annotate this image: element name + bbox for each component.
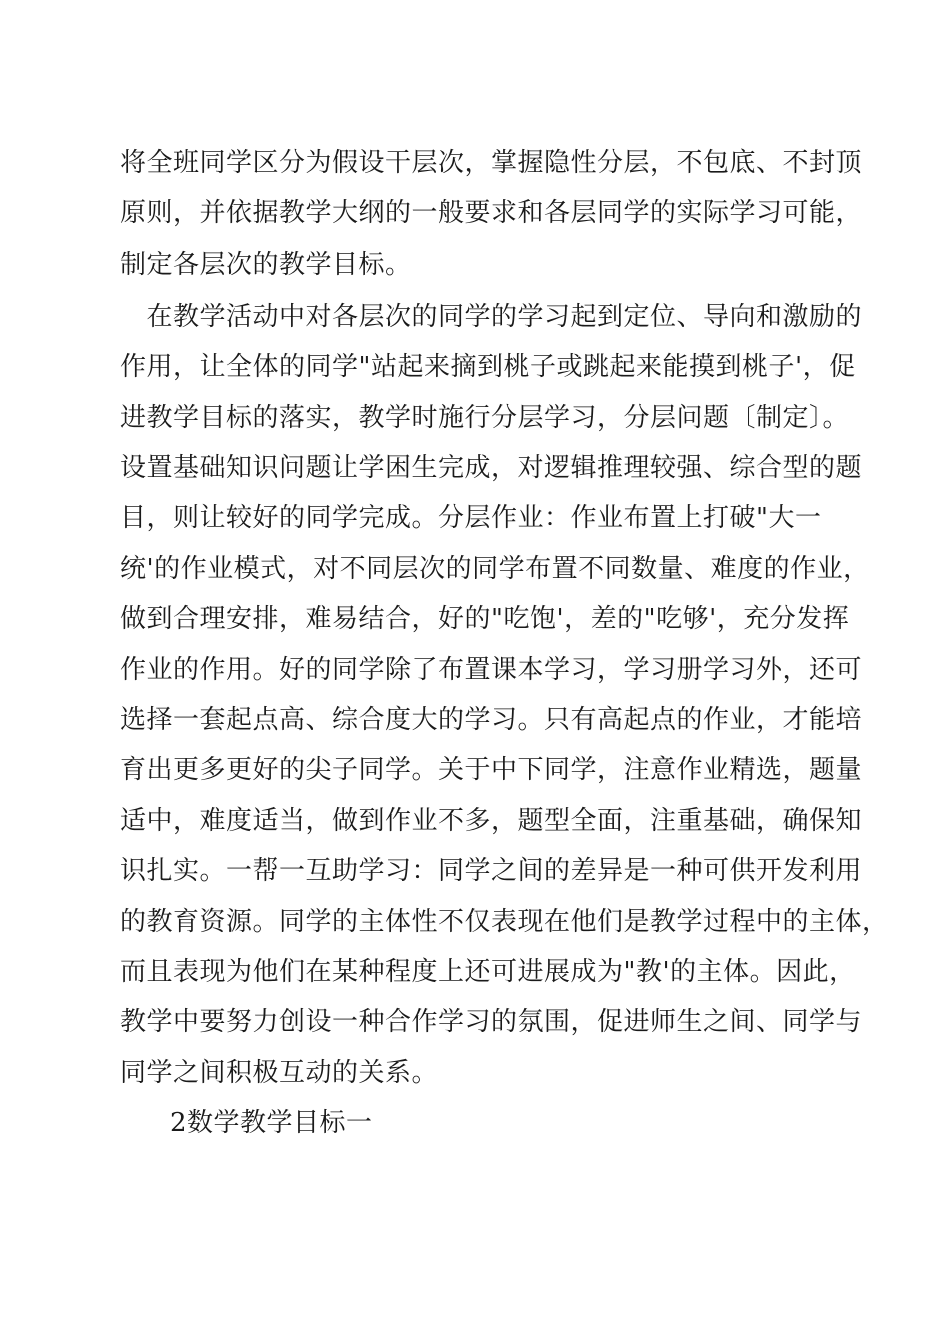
text-line-19: 同学之间积极互动的关系。 [120, 1058, 439, 1088]
text-line-11: 作业的作用。好的同学除了布置课本学习，学习册学习外，还可 [120, 655, 863, 685]
text-line-14: 适中，难度适当，做到作业不多，题型全面，注重基础，确保知 [120, 806, 863, 836]
text-line-15: 识扎实。一帮一互助学习：同学之间的差异是一种可供开发利用 [120, 856, 863, 886]
text-line-9: 统'的作业模式，对不同层次的同学布置不同数量、难度的作业， [120, 554, 870, 584]
text-line-10: 做到合理安排，难易结合，好的"吃饱'，差的"吃够'，充分发挥 [120, 604, 850, 634]
text-line-3: 制定各层次的教学目标。 [120, 250, 412, 280]
text-line-17: 而且表现为他们在某种程度上还可进展成为"教'的主体。因此， [120, 957, 856, 987]
text-line-16: 的教育资源。同学的主体性不仅表现在他们是教学过程中的主体， [120, 907, 889, 937]
text-line-13: 育出更多更好的尖子同学。关于中下同学，注意作业精选，题量 [120, 755, 863, 785]
text-line-2: 原则，并依据教学大纲的一般要求和各层同学的实际学习可能， [120, 198, 863, 228]
text-line-18: 教学中要努力创设一种合作学习的氛围，促进师生之间、同学与 [120, 1007, 863, 1037]
text-line-5: 作用，让全体的同学"站起来摘到桃子或跳起来能摸到桃子'，促 [120, 352, 856, 382]
text-line-1: 将全班同学区分为假设干层次，掌握隐性分层，不包底、不封顶 [120, 148, 863, 178]
text-line-7: 设置基础知识问题让学困生完成，对逻辑推理较强、综合型的题 [120, 453, 863, 483]
text-line-8: 目，则让较好的同学完成。分层作业：作业布置上打破"大一 [120, 503, 822, 533]
section-heading: 2数学教学目标一 [170, 1108, 373, 1138]
text-line-12: 选择一套起点高、综合度大的学习。只有高起点的作业，才能培 [120, 705, 863, 735]
text-line-6: 进教学目标的落实，教学时施行分层学习，分层问题〔制定〕。 [120, 403, 850, 433]
text-line-4: 在教学活动中对各层次的同学的学习起到定位、导向和激励的 [120, 302, 863, 332]
